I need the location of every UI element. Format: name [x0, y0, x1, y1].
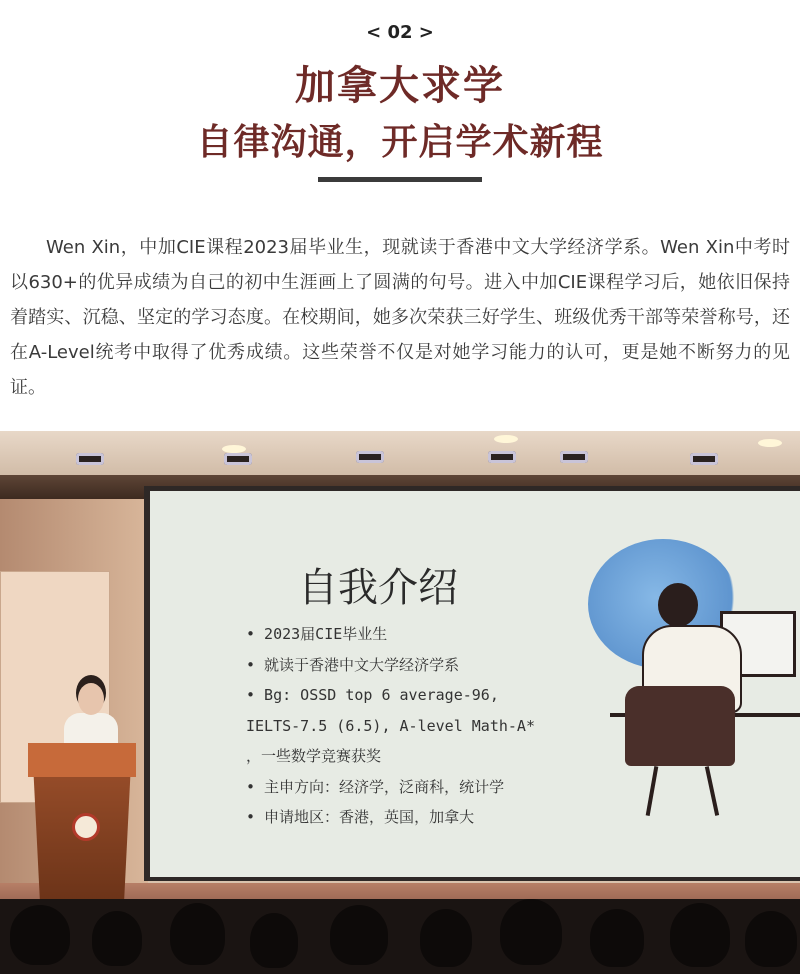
audience-head	[250, 913, 298, 968]
chair-illustration	[625, 686, 735, 766]
presentation-photo	[0, 431, 800, 974]
page-title: 加拿大求学	[295, 63, 505, 109]
audience	[0, 899, 800, 974]
audience-head	[500, 899, 562, 965]
audience-head	[170, 903, 225, 965]
slide-bullet: • Bg: OSSD top 6 average-96,	[246, 686, 499, 704]
ceiling-light	[758, 439, 782, 447]
audience-head	[10, 905, 70, 965]
slide-bullet-list	[246, 619, 535, 833]
section-number: < 02 >	[366, 22, 434, 43]
audience-head	[420, 909, 472, 967]
audience-head	[745, 911, 797, 967]
spotlight	[356, 451, 384, 463]
projection-screen	[150, 491, 800, 877]
chair-leg	[646, 766, 659, 816]
audience-head	[92, 911, 142, 966]
slide-title: 自我介绍	[298, 565, 458, 611]
student-illustration-head	[658, 583, 698, 627]
spotlight	[76, 453, 104, 465]
spotlight	[690, 453, 718, 465]
audience-head	[590, 909, 644, 967]
article-paragraph: Wen Xin，中加CIE课程2023届毕业生，现就读于香港中文大学经济学系。Wen Xin中考时以630+的优异成绩为自己的初中生涯画上了圆满的句号。进入中加CIE课程学习后，她依旧保持着踏实、沉稳、坚定的学习态度。在校期间，她多次荣获三好学生、班级优秀干部等荣誉称号，还在A-Level统考中取得了优秀成绩。这些荣誉不仅是对她学习能力的认可，更是她不断努力的见证。	[10, 237, 790, 398]
slide-bullet: • 主申方向：经济学，泛商科，统计学	[246, 777, 505, 796]
slide-bullet: IELTS-7.5 (6.5), A-level Math-A*	[246, 716, 535, 735]
spotlight	[560, 451, 588, 463]
page-subtitle: 自律沟通，开启学术新程	[196, 122, 604, 163]
slide-bullet: ，一些数学竞赛获奖	[246, 747, 382, 765]
podium-top	[28, 743, 136, 777]
slide-bullet: • 申请地区：香港，英国，加拿大	[246, 808, 475, 826]
spotlight	[488, 451, 516, 463]
slide-bullet: • 2023届CIE毕业生	[246, 625, 388, 643]
speaker-head	[78, 683, 104, 715]
ceiling-light	[222, 445, 246, 453]
audience-head	[330, 905, 388, 965]
school-emblem-icon	[72, 813, 100, 841]
spotlight	[224, 453, 252, 465]
chair-leg	[705, 766, 719, 816]
slide-bullet: • 就读于香港中文大学经济学系	[246, 655, 460, 674]
audience-head	[670, 903, 730, 967]
ceiling-light	[494, 435, 518, 443]
title-divider	[318, 177, 482, 182]
